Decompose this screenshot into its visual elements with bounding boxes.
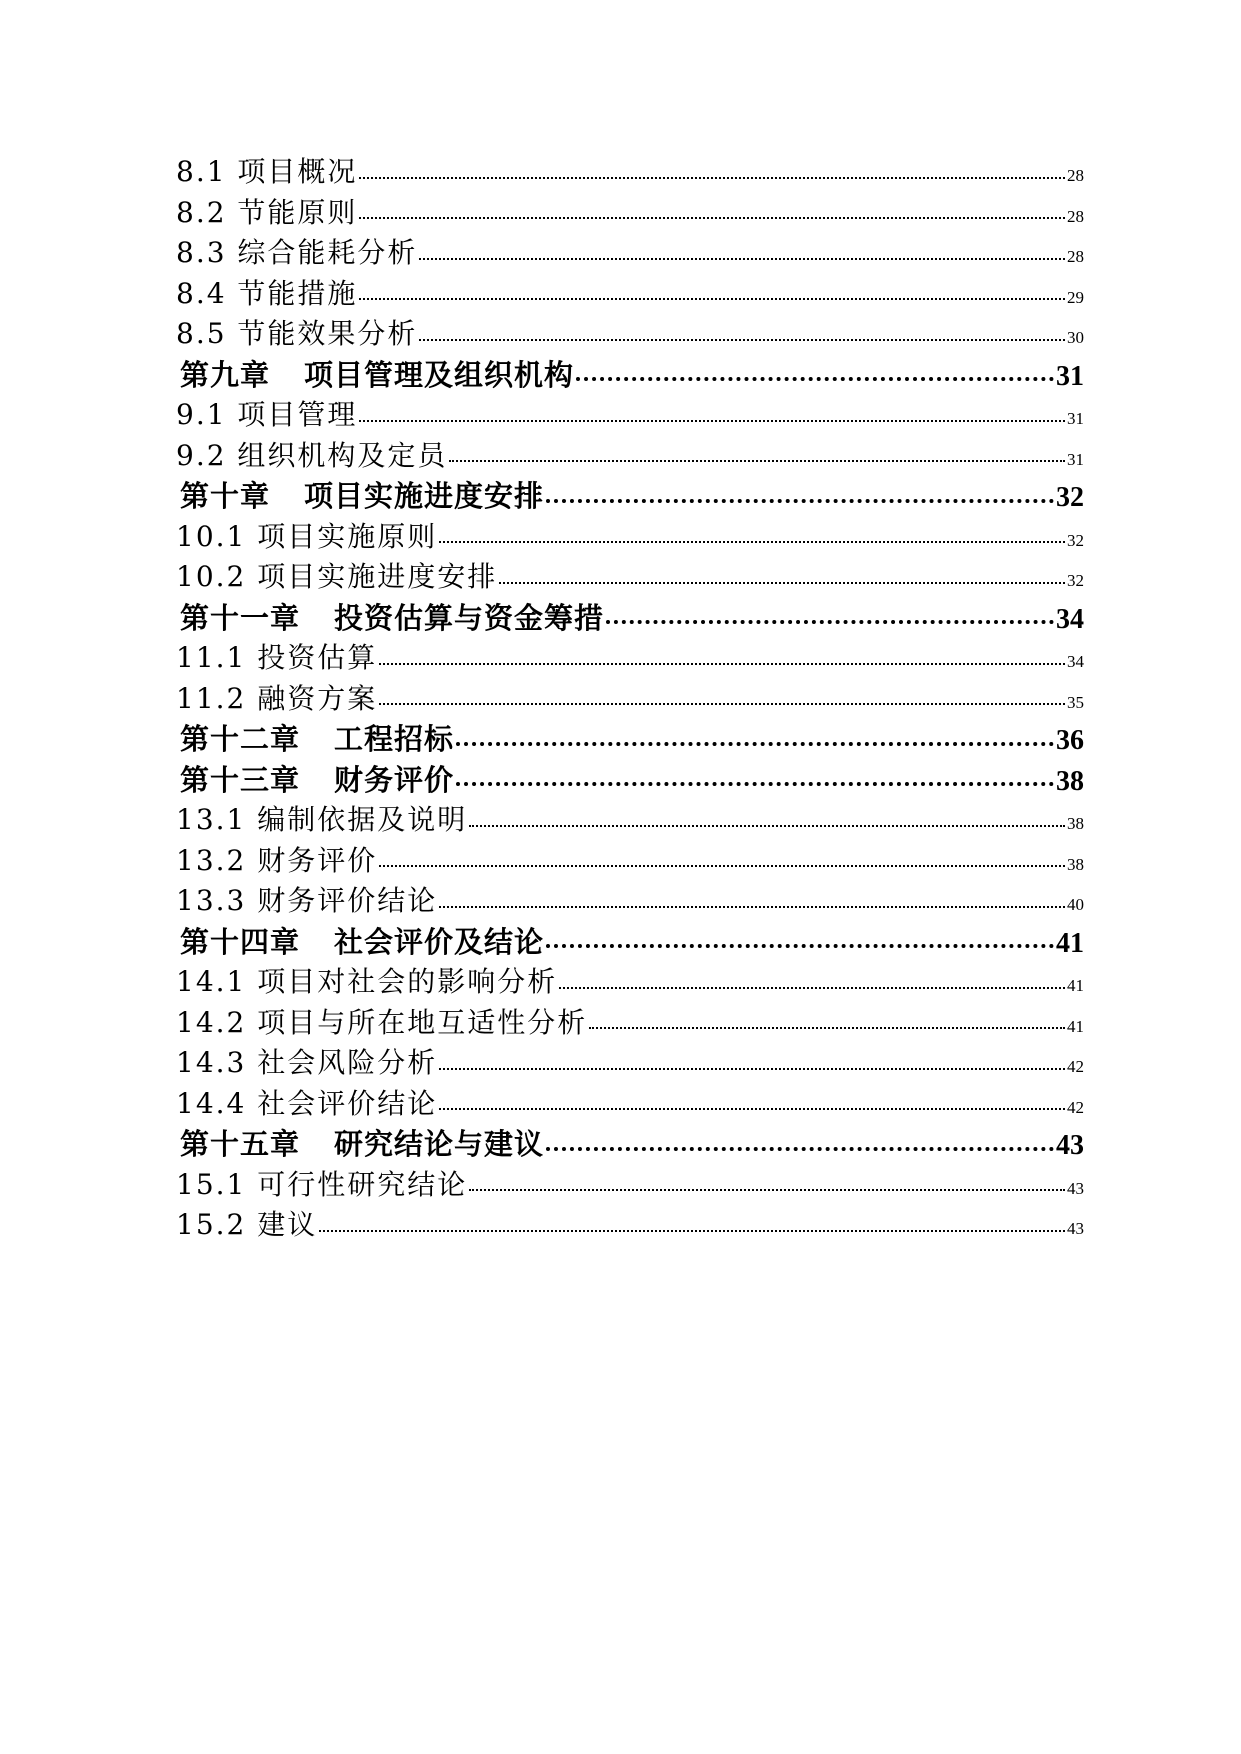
toc-section-entry[interactable]: [176, 555, 1084, 596]
toc-section-entry[interactable]: [176, 879, 1084, 920]
page-number: 38: [1067, 814, 1084, 833]
chapter-number: 第十五章: [180, 1127, 301, 1161]
dot-leader: [439, 541, 1065, 543]
dot-leader: [546, 1147, 1054, 1151]
section-label: 9.1 项目管理: [176, 398, 358, 431]
toc-section-entry[interactable]: [176, 1041, 1084, 1082]
toc-section-entry[interactable]: [176, 191, 1084, 232]
section-label: 13.1 编制依据及说明: [176, 803, 468, 836]
section-label: 9.2 组织机构及定员: [176, 438, 448, 472]
dot-leader: [359, 177, 1065, 179]
toc-section-entry[interactable]: [176, 393, 1084, 434]
chapter-number: 第十一章: [180, 600, 301, 635]
page-number: 43: [1067, 1178, 1084, 1198]
page-number: 32: [1067, 530, 1084, 550]
chapter-number: 第十二章: [180, 722, 301, 756]
dot-leader: [469, 1189, 1065, 1191]
dot-leader: [379, 865, 1065, 867]
section-label: 8.3 综合能耗分析: [176, 236, 418, 269]
chapter-number: 第十三章: [180, 762, 301, 797]
section-label: 14.4 社会评价结论: [176, 1086, 438, 1120]
page-number: 28: [1067, 206, 1084, 226]
toc-section-entry[interactable]: [176, 839, 1084, 880]
chapter-number: 第十章: [180, 479, 271, 513]
toc-chapter-entry[interactable]: [176, 1122, 1084, 1163]
dot-leader: [559, 987, 1065, 989]
toc-chapter-entry[interactable]: [176, 474, 1084, 515]
dot-leader: [319, 1230, 1065, 1232]
toc-section-entry[interactable]: [176, 231, 1084, 272]
toc-section-entry[interactable]: [176, 798, 1084, 839]
dot-leader: [439, 906, 1065, 908]
page-number: 35: [1067, 692, 1084, 712]
section-label: 11.2 融资方案: [176, 681, 378, 715]
section-label: 8.5 节能效果分析: [176, 317, 418, 350]
dot-leader: [359, 420, 1065, 422]
page-number: 43: [1067, 1219, 1084, 1238]
toc-chapter-entry[interactable]: [176, 758, 1084, 799]
toc-section-entry[interactable]: [176, 150, 1084, 191]
chapter-title: 工程招标: [334, 722, 455, 756]
section-label: 11.1 投资估算: [176, 641, 378, 674]
dot-leader: [576, 377, 1054, 381]
dot-leader: [606, 620, 1054, 624]
toc-section-entry[interactable]: [176, 636, 1084, 677]
dot-leader: [359, 217, 1065, 219]
chapter-title: 项目实施进度安排: [304, 479, 545, 513]
toc-section-entry[interactable]: [176, 312, 1084, 353]
toc-section-entry[interactable]: [176, 960, 1084, 1001]
dot-leader: [546, 944, 1054, 948]
page-number: 43: [1056, 1130, 1084, 1161]
chapter-label: [176, 1122, 544, 1163]
page-number: 31: [1067, 409, 1084, 428]
section-label: 10.2 项目实施进度安排: [176, 560, 498, 593]
chapter-label: [176, 353, 574, 394]
page-number: 40: [1067, 895, 1084, 914]
chapter-number: 第十四章: [180, 924, 301, 959]
page-number: 41: [1056, 927, 1084, 959]
dot-leader: [439, 1108, 1065, 1110]
dot-leader: [379, 663, 1065, 665]
chapter-label: [176, 596, 604, 637]
page-number: 28: [1067, 247, 1084, 266]
dot-leader: [456, 742, 1054, 746]
chapter-label: [176, 920, 544, 961]
section-label: 15.2 建议: [176, 1208, 318, 1241]
toc-section-entry[interactable]: [176, 1203, 1084, 1244]
page-number: 28: [1067, 166, 1084, 185]
chapter-number: 第九章: [180, 357, 271, 392]
dot-leader: [419, 339, 1065, 341]
page-number: 42: [1067, 1097, 1084, 1117]
chapter-title: 研究结论与建议: [334, 1127, 545, 1161]
section-label: 13.3 财务评价结论: [176, 884, 438, 917]
chapter-label: [176, 758, 454, 799]
dot-leader: [419, 258, 1065, 260]
toc-chapter-entry[interactable]: [176, 596, 1084, 637]
page-number: 30: [1067, 328, 1084, 347]
section-label: 8.2 节能原则: [176, 195, 358, 229]
toc-section-entry[interactable]: [176, 272, 1084, 313]
toc-section-entry[interactable]: [176, 1163, 1084, 1204]
chapter-label: [176, 717, 454, 758]
toc-chapter-entry[interactable]: [176, 353, 1084, 394]
page-number: 38: [1056, 765, 1084, 797]
dot-leader: [546, 499, 1054, 503]
dot-leader: [439, 1068, 1065, 1070]
page-number: 34: [1067, 652, 1084, 671]
section-label: 14.1 项目对社会的影响分析: [176, 965, 558, 998]
chapter-title: 投资估算与资金筹措: [334, 600, 605, 635]
section-label: 8.4 节能措施: [176, 276, 358, 310]
section-label: 10.1 项目实施原则: [176, 519, 438, 553]
page-number: 38: [1067, 854, 1084, 874]
page-number: 41: [1067, 1016, 1084, 1036]
table-of-contents: [176, 150, 1084, 1244]
chapter-title: 项目管理及组织机构: [304, 357, 575, 392]
toc-section-entry[interactable]: [176, 515, 1084, 556]
page-number: 32: [1056, 482, 1084, 513]
page-number: 31: [1056, 360, 1084, 392]
page-number: 36: [1056, 725, 1084, 756]
section-label: 15.1 可行性研究结论: [176, 1167, 468, 1201]
chapter-title: 财务评价: [334, 762, 455, 797]
page-number: 42: [1067, 1057, 1084, 1076]
page-number: 34: [1056, 603, 1084, 635]
page-number: 31: [1067, 449, 1084, 469]
page-number: 29: [1067, 287, 1084, 307]
dot-leader: [589, 1027, 1065, 1029]
dot-leader: [499, 582, 1065, 584]
chapter-title: 社会评价及结论: [334, 924, 545, 959]
toc-chapter-entry[interactable]: [176, 717, 1084, 758]
section-label: 13.2 财务评价: [176, 843, 378, 877]
dot-leader: [379, 703, 1065, 705]
dot-leader: [456, 782, 1054, 786]
section-label: 8.1 项目概况: [176, 155, 358, 188]
page-number: 32: [1067, 571, 1084, 590]
dot-leader: [469, 825, 1065, 827]
toc-section-entry[interactable]: [176, 434, 1084, 475]
section-label: 14.2 项目与所在地互适性分析: [176, 1005, 588, 1039]
toc-chapter-entry[interactable]: [176, 920, 1084, 961]
toc-section-entry[interactable]: [176, 1082, 1084, 1123]
dot-leader: [359, 298, 1065, 300]
chapter-label: [176, 474, 544, 515]
page-number: 41: [1067, 976, 1084, 995]
toc-section-entry[interactable]: [176, 1001, 1084, 1042]
section-label: 14.3 社会风险分析: [176, 1046, 438, 1079]
dot-leader: [449, 460, 1065, 462]
toc-section-entry[interactable]: [176, 677, 1084, 718]
